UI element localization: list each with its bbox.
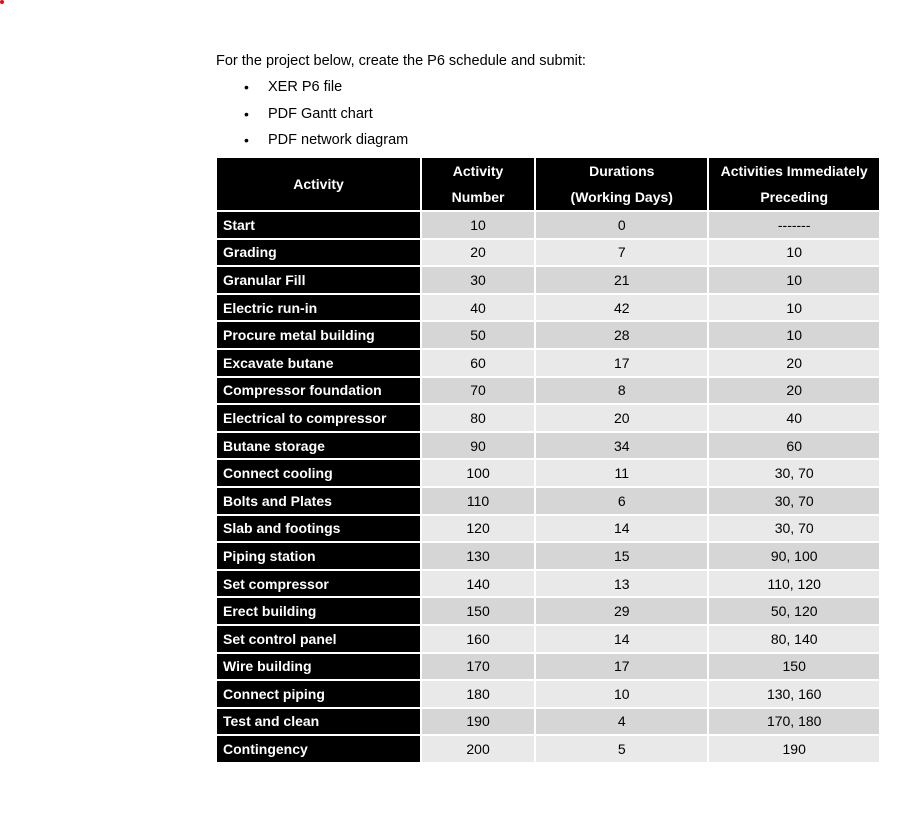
cell-preceding: ------- xyxy=(709,212,879,238)
header-line: Number xyxy=(451,189,505,205)
cell-activity-name: Granular Fill xyxy=(217,267,420,293)
header-durations xyxy=(536,158,707,210)
cell-preceding: 40 xyxy=(709,405,879,431)
cell-activity-name: Procure metal building xyxy=(217,322,420,348)
cell-preceding: 30, 70 xyxy=(709,488,879,514)
cell-activity-number: 50 xyxy=(422,322,534,348)
cell-duration: 6 xyxy=(536,488,707,514)
table-row xyxy=(217,378,879,404)
cell-activity-name: Wire building xyxy=(217,654,420,680)
cell-duration: 4 xyxy=(536,709,707,735)
table-row xyxy=(217,626,879,652)
cell-preceding: 130, 160 xyxy=(709,681,879,707)
cell-preceding: 190 xyxy=(709,736,879,762)
cell-duration: 28 xyxy=(536,322,707,348)
table-row xyxy=(217,433,879,459)
header-preceding xyxy=(709,158,879,210)
cell-activity-name: Butane storage xyxy=(217,433,420,459)
cell-activity-name: Compressor foundation xyxy=(217,378,420,404)
deliverables-list xyxy=(216,78,408,158)
header-line: Activities Immediately xyxy=(720,163,868,179)
cell-activity-number: 120 xyxy=(422,516,534,542)
table-row xyxy=(217,709,879,735)
cell-activity-number: 30 xyxy=(422,267,534,293)
header-line: Durations xyxy=(589,163,655,179)
table-row xyxy=(217,350,879,376)
cell-activity-number: 20 xyxy=(422,240,534,266)
table-row xyxy=(217,488,879,514)
cell-duration: 42 xyxy=(536,295,707,321)
list-item xyxy=(216,131,408,158)
cell-activity-number: 80 xyxy=(422,405,534,431)
cell-preceding: 50, 120 xyxy=(709,598,879,624)
cell-preceding: 170, 180 xyxy=(709,709,879,735)
table-body xyxy=(217,212,879,762)
cell-preceding: 10 xyxy=(709,267,879,293)
list-item xyxy=(216,78,408,105)
cell-preceding: 10 xyxy=(709,240,879,266)
cell-activity-number: 190 xyxy=(422,709,534,735)
header-line: Activity xyxy=(452,163,504,179)
cell-activity-name: Excavate butane xyxy=(217,350,420,376)
bullet-icon: • xyxy=(244,105,249,122)
cell-activity-number: 90 xyxy=(422,433,534,459)
cell-activity-number: 140 xyxy=(422,571,534,597)
cell-duration: 13 xyxy=(536,571,707,597)
intro-text: For the project below, create the P6 schedule and submit: xyxy=(216,53,586,69)
table-row xyxy=(217,295,879,321)
cell-activity-name: Bolts and Plates xyxy=(217,488,420,514)
table-row xyxy=(217,322,879,348)
deliverable-label: XER P6 file xyxy=(268,79,343,95)
cell-activity-name: Connect cooling xyxy=(217,460,420,486)
cell-preceding: 150 xyxy=(709,654,879,680)
cell-duration: 21 xyxy=(536,267,707,293)
table-row xyxy=(217,405,879,431)
cell-preceding: 110, 120 xyxy=(709,571,879,597)
cell-duration: 20 xyxy=(536,405,707,431)
cell-activity-number: 10 xyxy=(422,212,534,238)
cell-preceding: 80, 140 xyxy=(709,626,879,652)
table-row xyxy=(217,267,879,293)
cell-activity-number: 150 xyxy=(422,598,534,624)
cell-activity-name: Electric run-in xyxy=(217,295,420,321)
cell-preceding: 90, 100 xyxy=(709,543,879,569)
table-row xyxy=(217,460,879,486)
cell-preceding: 10 xyxy=(709,322,879,348)
cell-duration: 17 xyxy=(536,654,707,680)
cell-activity-number: 200 xyxy=(422,736,534,762)
cell-duration: 8 xyxy=(536,378,707,404)
cell-activity-number: 160 xyxy=(422,626,534,652)
cell-duration: 17 xyxy=(536,350,707,376)
cell-duration: 0 xyxy=(536,212,707,238)
cell-activity-number: 130 xyxy=(422,543,534,569)
activity-schedule-table xyxy=(215,156,881,764)
bullet-icon: • xyxy=(244,79,249,95)
header-line: (Working Days) xyxy=(570,189,673,205)
cell-activity-number: 170 xyxy=(422,654,534,680)
cell-activity-name: Set control panel xyxy=(217,626,420,652)
corner-marker-dot xyxy=(0,0,4,4)
cell-activity-number: 70 xyxy=(422,378,534,404)
cell-activity-name: Piping station xyxy=(217,543,420,569)
cell-duration: 10 xyxy=(536,681,707,707)
cell-activity-number: 60 xyxy=(422,350,534,376)
cell-preceding: 10 xyxy=(709,295,879,321)
cell-preceding: 60 xyxy=(709,433,879,459)
table-row xyxy=(217,212,879,238)
table-row xyxy=(217,516,879,542)
cell-activity-number: 100 xyxy=(422,460,534,486)
cell-activity-name: Start xyxy=(217,212,420,238)
cell-activity-name: Slab and footings xyxy=(217,516,420,542)
cell-activity-name: Grading xyxy=(217,240,420,266)
bullet-icon: • xyxy=(244,132,249,148)
cell-activity-number: 110 xyxy=(422,488,534,514)
table-row xyxy=(217,598,879,624)
cell-activity-name: Connect piping xyxy=(217,681,420,707)
table-row xyxy=(217,240,879,266)
table-row xyxy=(217,681,879,707)
cell-preceding: 30, 70 xyxy=(709,516,879,542)
table-row xyxy=(217,543,879,569)
cell-activity-name: Erect building xyxy=(217,598,420,624)
cell-activity-name: Contingency xyxy=(217,736,420,762)
cell-preceding: 20 xyxy=(709,350,879,376)
cell-duration: 29 xyxy=(536,598,707,624)
table-row xyxy=(217,654,879,680)
cell-duration: 11 xyxy=(536,460,707,486)
table-row xyxy=(217,571,879,597)
header-line: Preceding xyxy=(760,189,829,205)
cell-activity-name: Set compressor xyxy=(217,571,420,597)
deliverable-label: PDF network diagram xyxy=(268,132,409,148)
cell-duration: 14 xyxy=(536,626,707,652)
cell-activity-name: Electrical to compressor xyxy=(217,405,420,431)
cell-duration: 34 xyxy=(536,433,707,459)
deliverable-label: PDF Gantt chart xyxy=(268,105,373,122)
cell-duration: 5 xyxy=(536,736,707,762)
table-row xyxy=(217,736,879,762)
cell-preceding: 20 xyxy=(709,378,879,404)
table-header-row xyxy=(217,158,879,210)
list-item xyxy=(216,105,408,132)
cell-duration: 7 xyxy=(536,240,707,266)
cell-activity-name: Test and clean xyxy=(217,709,420,735)
header-activity: Activity xyxy=(217,158,420,210)
cell-duration: 15 xyxy=(536,543,707,569)
cell-activity-number: 180 xyxy=(422,681,534,707)
cell-duration: 14 xyxy=(536,516,707,542)
header-activity-number xyxy=(422,158,534,210)
cell-activity-number: 40 xyxy=(422,295,534,321)
cell-preceding: 30, 70 xyxy=(709,460,879,486)
